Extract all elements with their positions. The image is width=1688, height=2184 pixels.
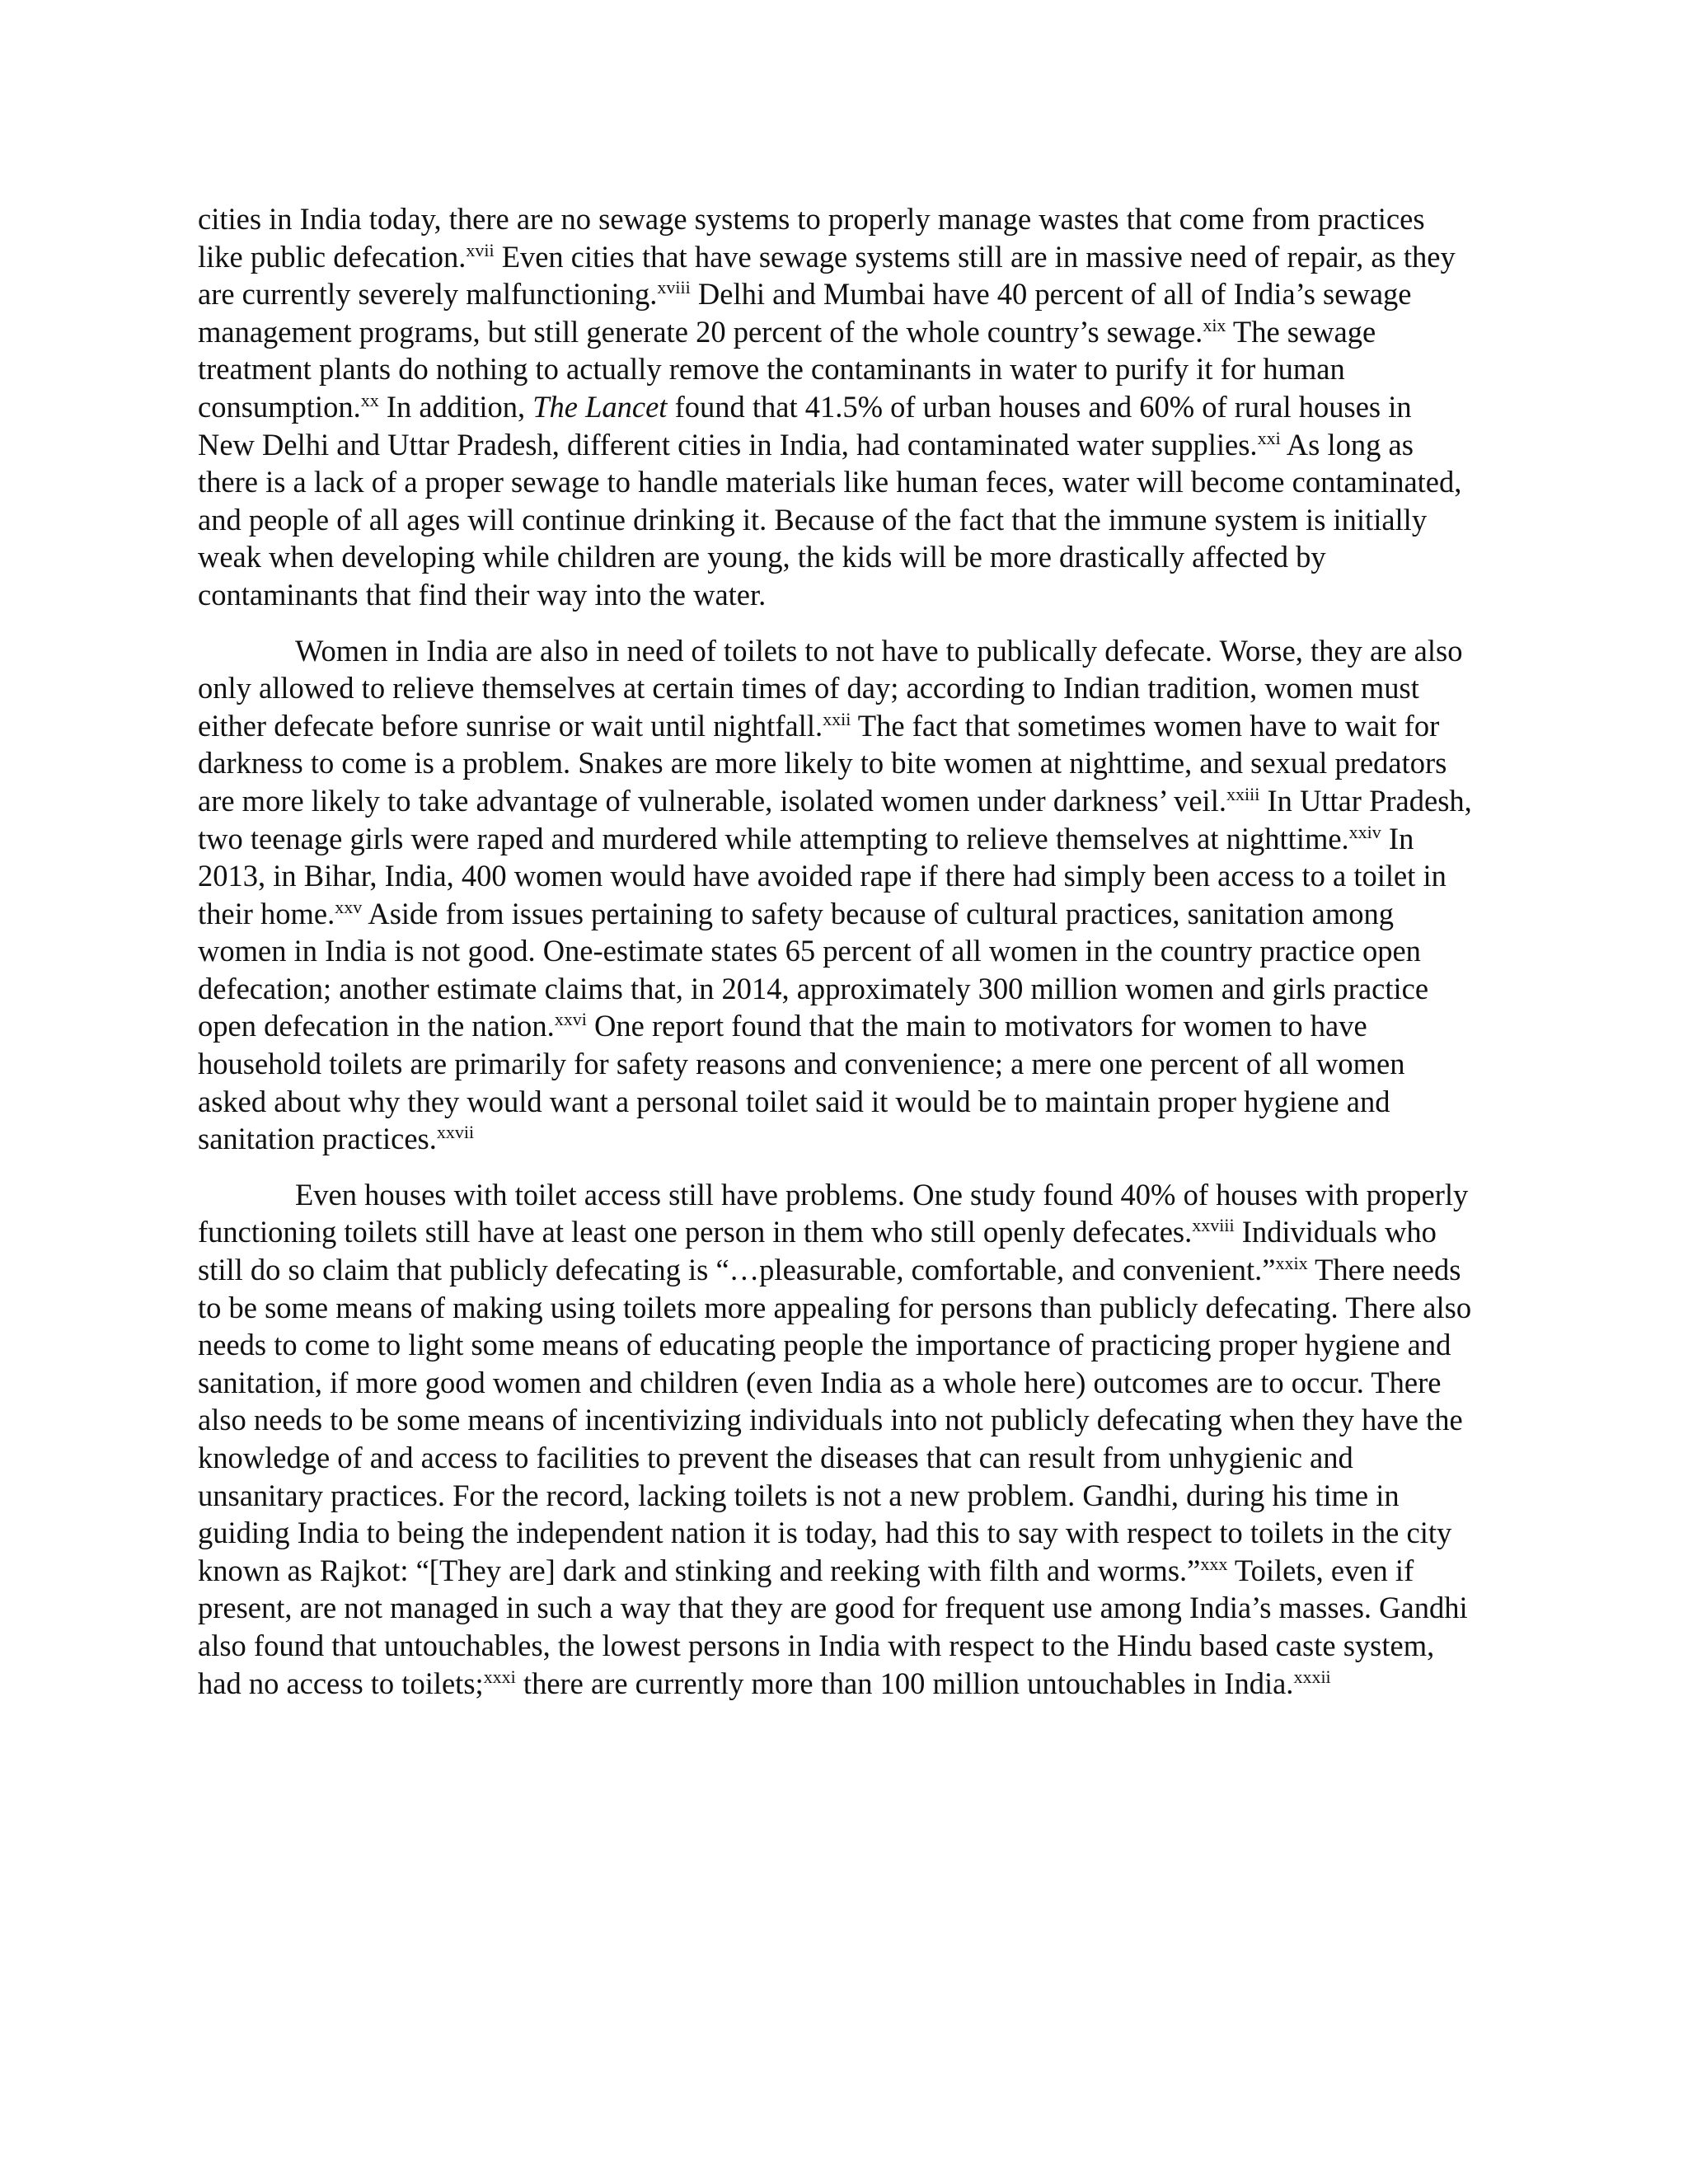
text-run: In Uttar Pradesh, two teenage girls were raped and murdered while attempting to relieve themselves at nighttime. xyxy=(198,783,1472,855)
italic-title: The Lancet xyxy=(532,389,668,424)
text-run: Even houses with toilet access still have problems. One study found 40% of houses with properly functioning toilets still have at least one person in them who still openly defecates. xyxy=(198,1177,1469,1249)
footnote-marker: xxviii xyxy=(1192,1215,1235,1236)
footnote-marker: xxvi xyxy=(554,1009,587,1030)
footnote-marker: xx xyxy=(360,389,379,410)
footnote-marker: xvii xyxy=(466,239,495,260)
text-run: Individuals who still do so claim that publicly defecating is “…pleasurable, comfortable, and convenient.” xyxy=(198,1215,1437,1287)
text-run: In addition, xyxy=(378,389,533,424)
footnote-marker: xxxi xyxy=(483,1666,516,1687)
text-run: found that 41.5% of urban houses and 60% of rural houses in New Delhi and Uttar Pradesh, different cities in India, had contaminated water supplies. xyxy=(198,389,1412,462)
text-run: There needs to be some means of making using toilets more appealing for persons than publicly defecating. There also needs to come to light some means of educating people the importance of practicing proper hygiene and sanitation, if more good women and children (even India as a whole here) outcomes are to occur. There also needs to be some means of incentivizing individuals into not publicly defecating when they have the knowledge of and access to facilities to prevent the diseases that can result from unhygienic and unsanitary practices. For the record, lacking toilets is not a new problem. Gandhi, during his time in guiding India to being the independent nation it is today, had this to say with respect to toilets in the city known as Rajkot: “[They are] dark and stinking and reeking with filth and worms.” xyxy=(198,1253,1472,1587)
footnote-marker: xviii xyxy=(657,277,691,298)
text-run: The fact that sometimes women have to wait for darkness to come is a problem. Snakes are more likely to bite women at nighttime, and sexual predators are more likely to take advantage of vulnerable, isolated women under darkness’ veil. xyxy=(198,708,1447,818)
paragraph xyxy=(198,200,1474,614)
paragraph xyxy=(198,632,1474,1158)
footnote-marker: xxii xyxy=(823,708,851,729)
footnote-marker: xxi xyxy=(1257,427,1281,448)
footnote-marker: xxvii xyxy=(436,1122,475,1143)
text-run: In 2013, in Bihar, India, 400 women would have avoided rape if there had simply been access to a toilet in their home. xyxy=(198,821,1447,930)
text-run: The sewage treatment plants do nothing to actually remove the contaminants in water to purify it for human consumption. xyxy=(198,314,1376,424)
text-run: Toilets, even if present, are not managed in such a way that they are good for frequent use among India’s masses. Gandhi also found that untouchables, the lowest persons in India with respect to the Hindu based caste system, had no access to toilets; xyxy=(198,1553,1468,1700)
footnote-marker: xxxii xyxy=(1293,1666,1331,1687)
footnote-marker: xxx xyxy=(1200,1553,1228,1574)
text-run: Aside from issues pertaining to safety because of cultural practices, sanitation among women in India is not good. One-estimate states 65 percent of all women in the country practice open defecation; another estimate claims that, in 2014, approximately 300 million women and girls practice open defecation in the nation. xyxy=(198,896,1429,1043)
text-run: One report found that the main to motivators for women to have household toilets are primarily for safety reasons and convenience; a mere one percent of all women asked about why they would want a personal toilet said it would be to maintain proper hygiene and sanitation practices. xyxy=(198,1009,1405,1156)
footnote-marker: xxiv xyxy=(1348,821,1381,842)
footnote-marker: xix xyxy=(1203,314,1226,335)
text-run: Women in India are also in need of toilets to not have to publically defecate. Worse, they are also only allowed to relieve themselves at certain times of day; according to Indian tradition, women must either defecate before sunrise or wait until nightfall. xyxy=(198,633,1463,743)
text-run: cities in India today, there are no sewage systems to properly manage wastes that come from practices like public defecation. xyxy=(198,202,1425,274)
footnote-marker: xxiii xyxy=(1226,783,1260,804)
paragraph xyxy=(198,1176,1474,1702)
text-run: there are currently more than 100 million untouchables in India. xyxy=(515,1666,1294,1700)
footnote-marker: xxix xyxy=(1275,1253,1308,1274)
text-run: As long as there is a lack of a proper sewage to handle materials like human feces, water will become contaminated, and people of all ages will continue drinking it. Because of the fact that the immune system is initially weak when developing while children are young, the kids will be more drastically affected by contaminants that find their way into the water. xyxy=(198,427,1462,612)
text-run: Delhi and Mumbai have 40 percent of all of India’s sewage management programs, but still generate 20 percent of the whole country’s sewage. xyxy=(198,277,1412,349)
text-run: Even cities that have sewage systems still are in massive need of repair, as they are currently severely malfunctioning. xyxy=(198,239,1456,312)
body-text xyxy=(198,200,1474,1702)
footnote-marker: xxv xyxy=(335,896,363,917)
